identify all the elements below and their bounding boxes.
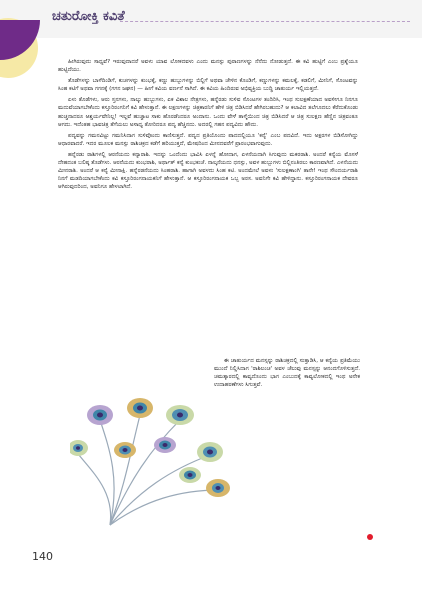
paragraph: ತೊಡೆಗಳನ್ನು ಬಾಳೆದಿಂಡಿಗೆ, ಕುಚಗಳನ್ನು ಕುಂಭಕ್ಕೆ, ಕಣ್ಣು ಹುಬ್ಬುಗಳನ್ನು ಬಿಲ್ಲಿಗೆ ಅಥವಾ ಚೇಳಿನ ಕೊಂಡಿಗೆ, ಕಣ್ಣುಗಳನ್ನು ಕಮಲಕ್ಕೆ, ಕಡಲಿಗೆ, ಮೀನಿಗೆ, ಸೊಂಟವನ್ನು ಸಿಂಹ ಕಟಿಗೆ ಅಥವಾ ಗಗನಕ್ಕೆ (ಗಗನ ಜಘನ) — ಹೀಗೆ ಕವಿಯ ವರ್ಣನೆ ಸಾಗಿದೆ. ಈ ಕವಿಯ ಹಿಂದಿರುವ ಅಭಿವ್ಯಕ್ತಿಯ ಬುದ್ಧಿ ಚಾತುರ್ಯ ಇಲ್ಲಿಯತ್ತದೆ.	[58, 78, 358, 93]
paragraph: ಈ ಚಾತುರ್ಯದ ಮನಸ್ಸನ್ನು ರಾಶಿಚಕ್ರದಲ್ಲಿ ಸುತ್ತಾಡಿಸಿ, ಆ ಕನ್ಯೆಯ ಪ್ರತಿಮೆಯು ಮುಂದೆ ನಿಲ್ಲಿಸಿದಾಗ 'ರಾಶಿಲಂಚ' ಅವಳ ಚೆಲುವು ಮನಸ್ಸನ್ನು ಆನಂದಗೊಳಿಸುತ್ತದೆ. ಚಮತ್ಕಾರದಲ್ಲಿ ಕಾವ್ಯದೊಂದು ಭಾಗ ಎಂಬುದಕ್ಕೆ ಕಾವ್ಯಲೋಕದಲ್ಲಿ ಇಂಥ ಅನೇಕ ಉದಾಹರಣೆಗಳು ಸಿಗುತ್ತವೆ.	[214, 358, 360, 389]
red-dot-marker	[367, 534, 373, 540]
chapter-title: ಚತುರೋಕ್ತಿ ಕವಿತೆ	[52, 9, 125, 24]
peacock-feather-illustration	[70, 360, 230, 530]
page-number: 140	[32, 550, 53, 563]
paragraph: ಪದ್ಯವನ್ನು ಗಮನವಿಟ್ಟು ಗಮನಿಸಿದಾಗ ಸುಳಿವೊಂದು ಕಾಣಿಸುತ್ತದೆ. ಪದ್ಯದ ಪ್ರತಿಯೊಂದು ಪಾದದಲ್ಲಿಯೂ 'ಕನ್ಯೆ' ಎಂಬ ಪದವಿದೆ. ಇದು ಅಕ್ಷರಗಳ ಬಿಡಿಸೋಗಿದ್ದು ಆಧಾರವಾದರೆ. ಇದರ ಮೂಲಕ ಮನಸ್ಸು ರಾಶಿಚಕ್ರದ ಕಡೆಗೆ ಹರಿಯುತ್ತದೆ, ಮೇಷದಿಂದ ಮೀನದವರೆಗೆ ಪ್ರಾರಂಭವಾಗುವುದು.	[58, 132, 358, 147]
wrapped-paragraph-container	[214, 357, 360, 389]
paragraph: ಏಳು ತೊಡೆಗಳು, ಆರು ಸ್ತನಗಳು, ನಾಲ್ಕು ಹುಬ್ಬುಗಳು, ಏಕ ವಿಶಾಲ ನೇತ್ರಗಳು, ಹನ್ನೆರಡು ಸುಳಿವ ಸೊಂಟಗಳ ತಂದಿರಿಸಿ, ಇಂಥ ಸುಲಕ್ಷಣೆಯಾದ ಅವಳೀಗೂ ನಿನಗೂ ಮದುವೆಯಾಗಬೇಕೆಂದು ಕಸ್ತೂರಿರಂಗನಿಗೆ ಕವಿ ಹೇಳುತ್ತಾನೆ. ಈ ಲಕ್ಷಣಗಳನ್ನು ಚಿತ್ರಕಾರನಿಗೆ ಹೇಳಿ ಚಿತ್ರ ಬಿಡಿಸಿದರೆ ಹೇಗಿರಬಹುದು? ಆ ಕಲಾವಿದ ತಲೆಗೂದಲು ಕೆರೆದುಕೊಂಡು ಹುಚ್ಚನಾದರೂ ಆಶ್ಚರ್ಯವೇನಿಲ್ಲ! ಇಲ್ಲವೆ ಹುಚ್ಚಾಟ ಸಾಕು ಹೊರಡೆಂದರೂ ಅಂದಾನು. ಒಂದು ವೇಳೆ ತಾಳ್ಮೆಯಿಂದ ಚಿತ್ರ ಬಿಡಿಸಿದರೆ ಆ ಚಿತ್ರ ಸುಲಕ್ಷಣ ಹೆಣ್ಣಿನ ಚಿತ್ರವಂತೂ ಆಗದು. ಇದೆಂತಹ ಭಾವಚಿತ್ರ ತೆಗೆಯಲು ಅಸಾಧ್ಯ ತೋರಿದರೂ ಪದ್ಯ ಹೆಚ್ಚಿನದು. ಅದರಲ್ಲಿ ಗಹನ ಪದ್ಯವಿದು ಹೌದು.	[58, 97, 358, 128]
paragraph: ಹನ್ನೆರಡು ರಾಶಿಗಳಲ್ಲಿ ಆರನೆಯದು ಕನ್ಯಾರಾಶಿ. ಇದನ್ನು ಒಂದೆಂದು ಭಾವಿಸಿ ಏಳನ್ನೆ ಹೋದಾಗ, ಏಳನೆಯದಾಗಿ ಸಿಗುವುದು ಮಕರರಾಶಿ. ಅಂದರೆ ಕನ್ಯೆಯ ಮೊಸಳೆ ದೇಹದಂತ ಬಲಿಷ್ಠ ತೊಡೆಗಳು. ಆರನೆಯದು ಕುಂಭರಾಶಿ, ಅರ್ಥಾತ್ ಕನ್ಯೆ ಕುಂಭಕುಚೆ. ನಾಲ್ಕನೆಯದು ಧನಸ್ಸು, ಅವಳ ಹುಬ್ಬುಗಳು ಬಿಲ್ಲಿನಂತಿರಲು ಕಾರಣವಾಗಿದೆ. ಎಳನೆಯದು ಮೀನರಾಶಿ. ಅಂದರೆ ಆ ಕನ್ಯೆ ಮೀನಾಕ್ಷಿ. ಹನ್ನೆರಡನೆಯದು ಸಿಂಹರಾಶಿ. ಹಾಗಾಗಿ ಅವಳದು ಸಿಂಹ ಕಟಿ. ಅಂದಮೇಲೆ ಅವಳು 'ಸುಲಕ್ಷಣಾಂಗಿ' ತಾನೇ! ಇಂಥ ಸೌಂದರ್ಯರಾಶಿ ನಿನಗೆ ಮಡದಿಯಾಗಬೇಕೆಂದು ಕವಿ ಕಸ್ತೂರಿರಂಗನಾಯಕನಿಗೆ ಹೇಳುತ್ತಾನೆ. ಆ ಕಸ್ತೂರಿರಂಗನಾಯಕ ಒಬ್ಬ ಅರಸ. ಅವನಿಗೇ ಕವಿ ಹೇಳಿದ್ದಾನು. ಕಸ್ತೂರಿರಂಗನಾಯಕ ದೇವರೂ ಆಗಿರುವುದರಿಂದ, ಅವನಿಗೂ ಹೇಳಲಾಗಿದೆ.	[58, 151, 358, 191]
header-dotted-rule	[120, 21, 410, 22]
article-body	[58, 58, 358, 194]
paragraph: ಹೀಗಿರುವುದು ಸಾಧ್ಯವೆ? ಇರುವುದಾದರೆ ಅವಳು ಯಾವ ಲೋಕದವಳು ಎಂದು ಮನಸ್ಸು ಪುರಾಣಗಳನ್ನು ನೆನೆದು ನೋಡುತ್ತದೆ. ಈ ಕವಿ ಹುಟ್ಟಿಗೆ ಎಂಬ ಪ್ರಶ್ನೆಯೂ ಹುಟ್ಟಿದೆಯು.	[58, 59, 358, 74]
